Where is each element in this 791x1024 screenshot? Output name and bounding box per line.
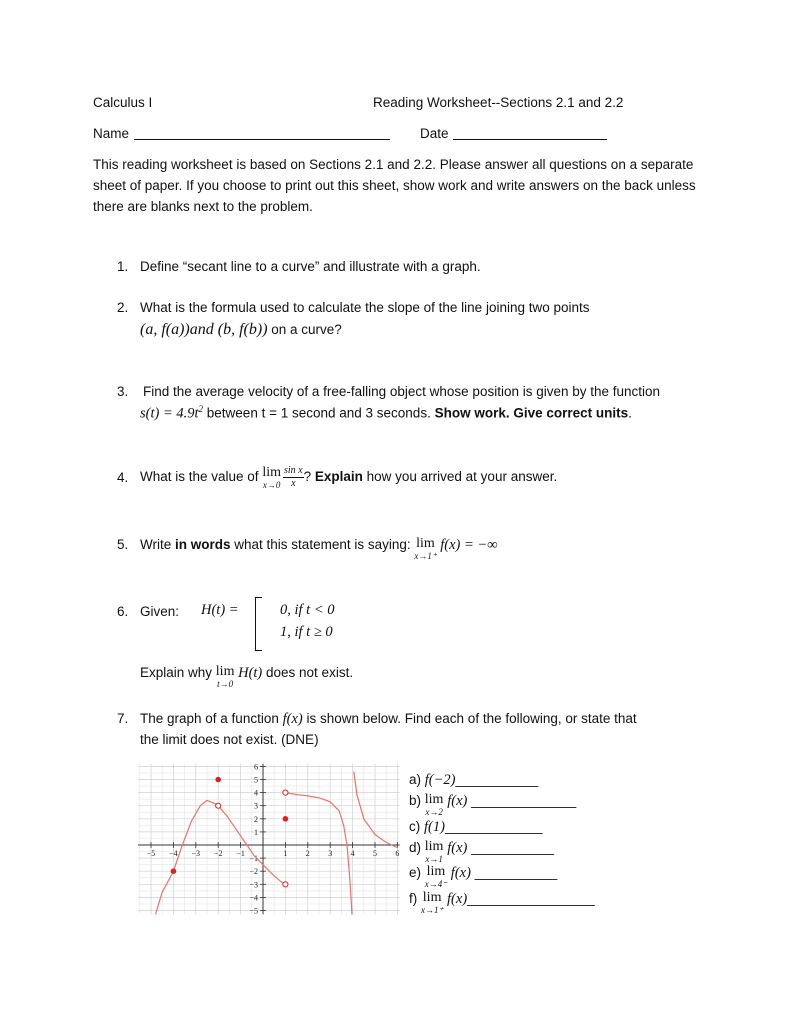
- name-field[interactable]: [134, 139, 390, 140]
- q6-number: 6.: [117, 604, 129, 619]
- intro-paragraph: This reading worksheet is based on Sections 2.1 and 2.2. Please answer all questions on a separate sheet of paper. If you choose to print out this sheet, show work and write answers on the back unless there are blanks next to the problem.: [93, 157, 696, 214]
- part-b-label: b): [409, 793, 422, 808]
- y-tick-label: 5: [254, 775, 258, 785]
- q2-line2: [140, 321, 342, 339]
- q4-number: 4.: [117, 470, 129, 485]
- x-tick-label: 6: [395, 849, 400, 858]
- y-tick-label: 2: [254, 814, 258, 824]
- filled-point: [283, 816, 289, 822]
- x-tick-label: 5: [373, 849, 377, 858]
- part-d-blank[interactable]: ___________: [471, 840, 554, 855]
- part-f-lim-word: lim: [422, 890, 442, 905]
- q7-line2: the limit does not exist. (DNE): [140, 732, 319, 747]
- y-tick-label: 1: [254, 827, 258, 837]
- part-f-limit: [421, 891, 443, 915]
- x-tick-label: −5: [146, 849, 156, 858]
- y-tick-label: −2: [249, 867, 258, 877]
- q7-line1-math: f(x): [282, 711, 303, 727]
- part-b-expr: f(x): [447, 793, 468, 809]
- q4-qmark: ?: [303, 469, 315, 484]
- q4-post: how you arrived at your answer.: [362, 469, 558, 484]
- q6-lim-sub: t→0: [217, 679, 234, 689]
- part-d-lim-sub: x→1: [425, 854, 443, 864]
- q4-limit: [262, 466, 281, 490]
- q5-bold: in words: [175, 537, 231, 552]
- q2-number: 2.: [117, 300, 129, 315]
- x-tick-label: −1: [236, 849, 245, 858]
- part-e-limit: [425, 865, 447, 889]
- q3-mid: between t = 1 second and 3 seconds.: [203, 405, 435, 421]
- q6-func: H(t) =: [201, 602, 239, 618]
- graph-curves: [155, 772, 400, 915]
- q5-lim-sub: x→1⁺: [414, 551, 437, 561]
- part-b-limit: [425, 793, 444, 817]
- y-tick-label: −3: [249, 880, 258, 890]
- part-c-blank[interactable]: _____________: [444, 819, 543, 834]
- part-d-label: d): [409, 840, 422, 855]
- q7-part-f: [409, 891, 595, 915]
- q6-explain-pre: Explain why: [140, 665, 216, 680]
- y-tick-label: 4: [254, 788, 258, 798]
- q1-text: Define “secant line to a curve” and illustrate with a graph.: [140, 259, 481, 274]
- q3-end: .: [628, 405, 632, 421]
- part-d-expr: f(x): [447, 840, 468, 856]
- q3-bold: Show work. Give correct units: [434, 405, 629, 421]
- q5-lim-word: lim: [416, 536, 435, 551]
- q5-post: what this statement is saying:: [230, 537, 415, 552]
- x-tick-label: 3: [328, 849, 333, 858]
- part-d-limit: [425, 840, 444, 864]
- x-tick-label: 2: [305, 849, 310, 858]
- q4-lim-word: lim: [262, 465, 281, 480]
- y-tick-label: 3: [254, 801, 258, 811]
- q1-number: 1.: [117, 259, 129, 274]
- q3-line1: Find the average velocity of a free-falling object whose position is given by the function: [143, 384, 661, 399]
- part-e-label: e): [409, 865, 422, 880]
- q7-part-d: [409, 840, 554, 864]
- curve-right: [354, 772, 398, 848]
- graph-grid: [138, 764, 400, 915]
- y-tick-label: −4: [249, 893, 258, 903]
- x-tick-label: −4: [169, 849, 178, 858]
- q6-explain-post: does not exist.: [262, 665, 354, 680]
- q6-explain: [140, 665, 353, 689]
- q6-case2: 1, if t ≥ 0: [280, 624, 333, 640]
- course-title: Calculus I: [93, 95, 153, 110]
- q6-given: Given:: [140, 604, 180, 619]
- x-tick-label: 4: [350, 849, 355, 858]
- part-c-label: c): [409, 819, 421, 834]
- date-label: Date: [420, 126, 449, 141]
- q4-lim-sub: x→0: [262, 480, 281, 490]
- part-a-blank[interactable]: ___________: [455, 772, 539, 787]
- part-f-blank[interactable]: _________________: [467, 891, 595, 906]
- q2-tail: on a curve?: [267, 322, 342, 337]
- q4-bold: Explain: [314, 469, 363, 484]
- function-graph: [138, 758, 400, 930]
- open-point: [283, 882, 288, 887]
- q2-line1: What is the formula used to calculate the slope of the line joining two points: [140, 300, 590, 315]
- q4-frac-num: sin x: [283, 465, 303, 477]
- part-d-lim-word: lim: [424, 839, 444, 854]
- part-b-lim-word: lim: [424, 792, 444, 807]
- part-e-lim-word: lim: [426, 864, 446, 879]
- y-tick-label: −1: [249, 854, 258, 864]
- q7-line1-post: is shown below. Find each of the following, or state that: [302, 711, 637, 726]
- q7-part-a: [409, 772, 538, 789]
- x-tick-label: 1: [283, 849, 288, 858]
- x-tick-label: −2: [213, 849, 223, 858]
- filled-point: [171, 868, 177, 874]
- date-field[interactable]: [453, 139, 607, 140]
- part-b-blank[interactable]: ______________: [471, 793, 577, 808]
- part-f-lim-sub: x→1⁺: [421, 905, 444, 915]
- name-label: Name: [93, 126, 130, 141]
- q6-case1: 0, if t < 0: [280, 602, 335, 618]
- q3-exponent: 2: [198, 404, 204, 414]
- part-a-label: a): [409, 772, 422, 787]
- q6-lim-word: lim: [215, 664, 235, 679]
- open-point: [283, 790, 288, 795]
- q4-text: [140, 462, 557, 492]
- part-f-label: f): [409, 891, 418, 906]
- q7-part-e: [409, 865, 557, 889]
- q2-math: (a, f(a))and (b, f(b)): [140, 321, 268, 338]
- y-tick-label: −5: [249, 906, 258, 916]
- open-point: [216, 803, 221, 808]
- worksheet-title: Reading Worksheet--Sections 2.1 and 2.2: [373, 95, 624, 110]
- q3-math: s(t) = 4.9t: [140, 405, 199, 422]
- q6-expr: H(t): [234, 665, 263, 681]
- q5-text: [140, 537, 498, 561]
- q5-number: 5.: [117, 537, 129, 552]
- q3-line2: [140, 404, 632, 423]
- q5-pre: Write: [140, 537, 176, 552]
- q7-part-c: [409, 819, 543, 836]
- q4-frac-den: x: [291, 477, 296, 489]
- q7-number: 7.: [117, 711, 129, 726]
- q4-fraction: [283, 465, 304, 489]
- part-e-lim-sub: x→4⁻: [424, 879, 448, 889]
- q6-limit: [216, 665, 235, 689]
- q5-expr: f(x) = −∞: [436, 537, 498, 553]
- filled-point: [215, 777, 221, 783]
- x-tick-label: −3: [191, 849, 201, 858]
- q3-number: 3.: [117, 384, 129, 399]
- q4-pre: What is the value of: [140, 469, 263, 484]
- part-e-blank[interactable]: ___________: [474, 865, 558, 880]
- part-c-expr: f(1): [424, 819, 445, 835]
- part-a-expr: f(−2): [424, 772, 456, 788]
- q7-part-b: [409, 793, 576, 817]
- part-b-lim-sub: x→2: [425, 807, 443, 817]
- part-e-expr: f(x): [450, 865, 471, 881]
- q7-line1-pre: The graph of a function: [140, 711, 283, 726]
- part-f-expr: f(x): [447, 891, 468, 907]
- q6-brace: [255, 597, 262, 651]
- q7-line1: [140, 711, 637, 728]
- q5-limit: [414, 537, 436, 561]
- y-tick-label: 6: [254, 762, 258, 772]
